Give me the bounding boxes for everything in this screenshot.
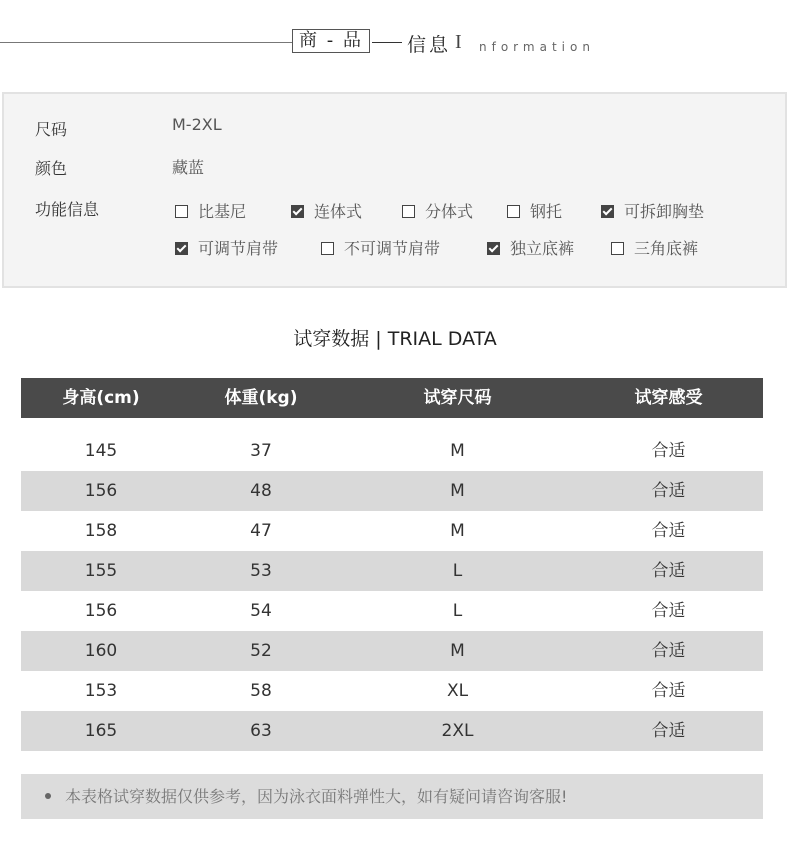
size-value: M-2XL	[172, 115, 222, 134]
table-row	[21, 631, 763, 671]
cell-weight: 53	[250, 561, 272, 581]
cell-weight: 48	[250, 481, 272, 501]
header-left-line	[0, 42, 292, 43]
cell-size: M	[450, 481, 465, 501]
cell-height: 158	[84, 521, 118, 541]
cell-height: 153	[84, 681, 118, 701]
cell-height: 155	[84, 561, 118, 581]
header-cap-letter: I	[455, 31, 462, 53]
checkbox-checked-icon	[175, 242, 188, 255]
option-label: 独立底裤	[510, 239, 575, 258]
cell-size: 2XL	[441, 721, 474, 741]
cell-weight: 52	[250, 641, 272, 661]
column-header-height: 身高(cm)	[62, 388, 140, 408]
checkbox-icon	[507, 205, 520, 218]
option-two-piece	[402, 199, 473, 222]
product-info-panel	[2, 92, 787, 288]
option-fixed-straps	[321, 236, 440, 259]
color-label: 颜色	[35, 159, 68, 178]
option-label: 三角底裤	[634, 239, 699, 258]
header-product-box: 商 - 品	[292, 29, 370, 53]
option-underwire	[507, 199, 562, 222]
cell-fit: 合适	[651, 641, 686, 661]
table-header	[21, 378, 763, 418]
color-value: 藏蓝	[172, 158, 205, 177]
option-triangle-bottoms	[611, 236, 698, 259]
cell-height: 160	[84, 641, 118, 661]
option-adjustable-straps	[175, 236, 278, 259]
cell-fit: 合适	[651, 481, 686, 501]
option-label: 分体式	[425, 202, 474, 221]
option-label: 不可调节肩带	[344, 239, 441, 258]
cell-weight: 63	[250, 721, 272, 741]
option-label: 比基尼	[198, 202, 247, 221]
checkbox-icon	[321, 242, 334, 255]
header-subtitle: nformation	[479, 40, 595, 54]
cell-fit: 合适	[651, 721, 686, 741]
cell-size: M	[450, 441, 465, 461]
column-header-fit: 试穿感受	[634, 388, 703, 408]
cell-weight: 47	[250, 521, 272, 541]
table-row	[21, 711, 763, 751]
checkbox-icon	[402, 205, 415, 218]
bullet-icon	[45, 793, 51, 799]
table-row	[21, 511, 763, 551]
option-bikini	[175, 199, 246, 222]
cell-size: XL	[446, 681, 469, 701]
cell-fit: 合适	[651, 561, 686, 581]
table-body	[21, 431, 763, 751]
trial-data-title: 试穿数据 | TRIAL DATA	[293, 328, 497, 350]
checkbox-checked-icon	[487, 242, 500, 255]
disclaimer-text: 本表格试穿数据仅供参考，因为泳衣面料弹性大，如有疑问请咨询客服!	[65, 787, 568, 806]
option-separate-bottoms	[487, 236, 574, 259]
table-row	[21, 431, 763, 471]
cell-weight: 37	[250, 441, 272, 461]
checkbox-icon	[175, 205, 188, 218]
cell-height: 156	[84, 481, 118, 501]
cell-height: 165	[84, 721, 118, 741]
checkbox-checked-icon	[291, 205, 304, 218]
cell-size: L	[452, 561, 463, 581]
cell-fit: 合适	[651, 601, 686, 621]
checkbox-icon	[611, 242, 624, 255]
features-label: 功能信息	[35, 200, 100, 219]
cell-size: M	[450, 521, 465, 541]
cell-fit: 合适	[651, 441, 686, 461]
cell-weight: 58	[250, 681, 272, 701]
cell-fit: 合适	[651, 681, 686, 701]
option-removable-pads	[601, 199, 704, 222]
table-row	[21, 591, 763, 631]
cell-height: 156	[84, 601, 118, 621]
option-one-piece	[291, 199, 362, 222]
cell-size: M	[450, 641, 465, 661]
header-dash	[372, 42, 402, 43]
cell-weight: 54	[250, 601, 272, 621]
header-title: 信息	[407, 34, 452, 56]
option-label: 连体式	[314, 202, 363, 221]
cell-fit: 合适	[651, 521, 686, 541]
column-header-weight: 体重(kg)	[224, 388, 298, 408]
table-row	[21, 471, 763, 511]
option-label: 可调节肩带	[198, 239, 279, 258]
disclaimer-note	[21, 774, 763, 819]
table-row	[21, 551, 763, 591]
table-row	[21, 671, 763, 711]
column-header-size: 试穿尺码	[423, 388, 492, 408]
checkbox-checked-icon	[601, 205, 614, 218]
cell-size: L	[452, 601, 463, 621]
cell-height: 145	[84, 441, 118, 461]
option-label: 可拆卸胸垫	[624, 202, 705, 221]
option-label: 钢托	[530, 202, 563, 221]
size-label: 尺码	[35, 120, 68, 139]
